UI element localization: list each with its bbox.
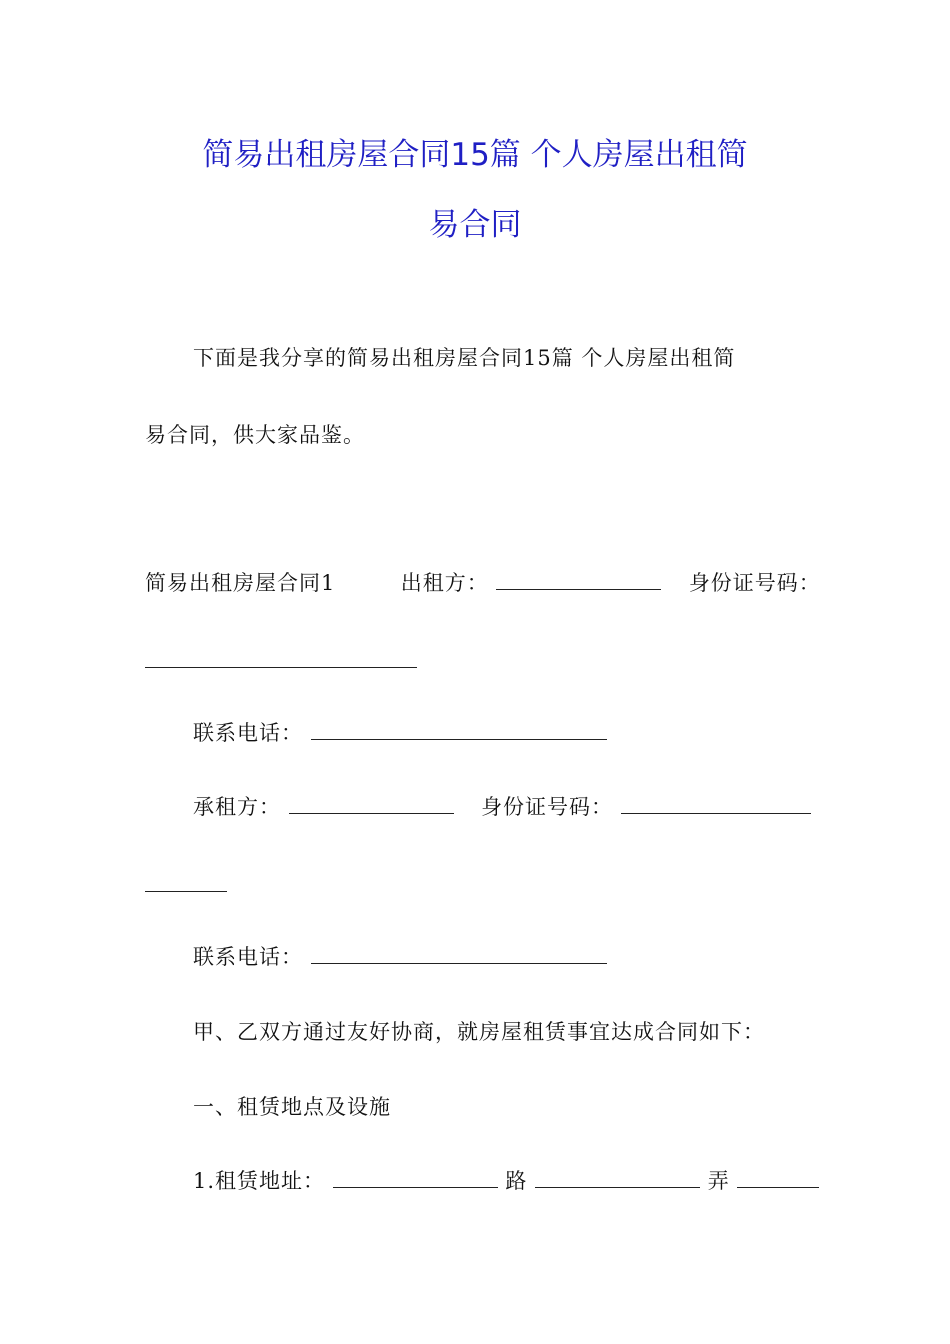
lessor-id-label: 身份证号码：	[688, 571, 821, 595]
lessee-id-label: 身份证号码：	[481, 795, 614, 819]
lessor-phone-blank	[311, 721, 607, 740]
lessor-phone-label: 联系电话：	[193, 721, 303, 745]
agreement-line: 甲、乙双方通过友好协商，就房屋租赁事宜达成合同如下：	[193, 1020, 765, 1044]
lessor-label: 出租方：	[400, 571, 489, 595]
lessor-id-blank	[145, 667, 417, 668]
document-title-line-2: 易合同	[428, 207, 522, 243]
lessee-phone-label: 联系电话：	[193, 945, 303, 969]
address-label: 1.租赁地址：	[193, 1169, 326, 1193]
intro-line-1: 下面是我分享的简易出租房屋合同15篇 个人房屋出租简	[193, 346, 736, 370]
lessor-row	[145, 568, 821, 598]
lessee-label: 承租方：	[193, 795, 281, 819]
road-blank	[333, 1169, 498, 1188]
lessee-row	[193, 792, 811, 822]
address-tail-blank	[737, 1169, 819, 1188]
contract-heading: 简易出租房屋合同1	[145, 571, 336, 595]
document-title-line-1: 简易出租房屋合同15篇 个人房屋出租简	[202, 137, 748, 173]
section-1-heading: 一、租赁地点及设施	[193, 1095, 391, 1119]
lessor-phone-row	[193, 718, 607, 748]
lessee-name-blank	[289, 795, 454, 814]
address-row	[193, 1166, 819, 1196]
lane-blank	[535, 1169, 700, 1188]
lessee-phone-blank	[311, 945, 607, 964]
lessee-phone-row	[193, 942, 607, 972]
road-label: 路	[505, 1169, 528, 1193]
lane-label: 弄	[707, 1169, 730, 1193]
lessee-id-blank-continued	[145, 891, 227, 892]
intro-line-2: 易合同，供大家品鉴。	[145, 423, 365, 447]
lessee-id-blank	[621, 795, 811, 814]
lessor-name-blank	[496, 571, 661, 590]
